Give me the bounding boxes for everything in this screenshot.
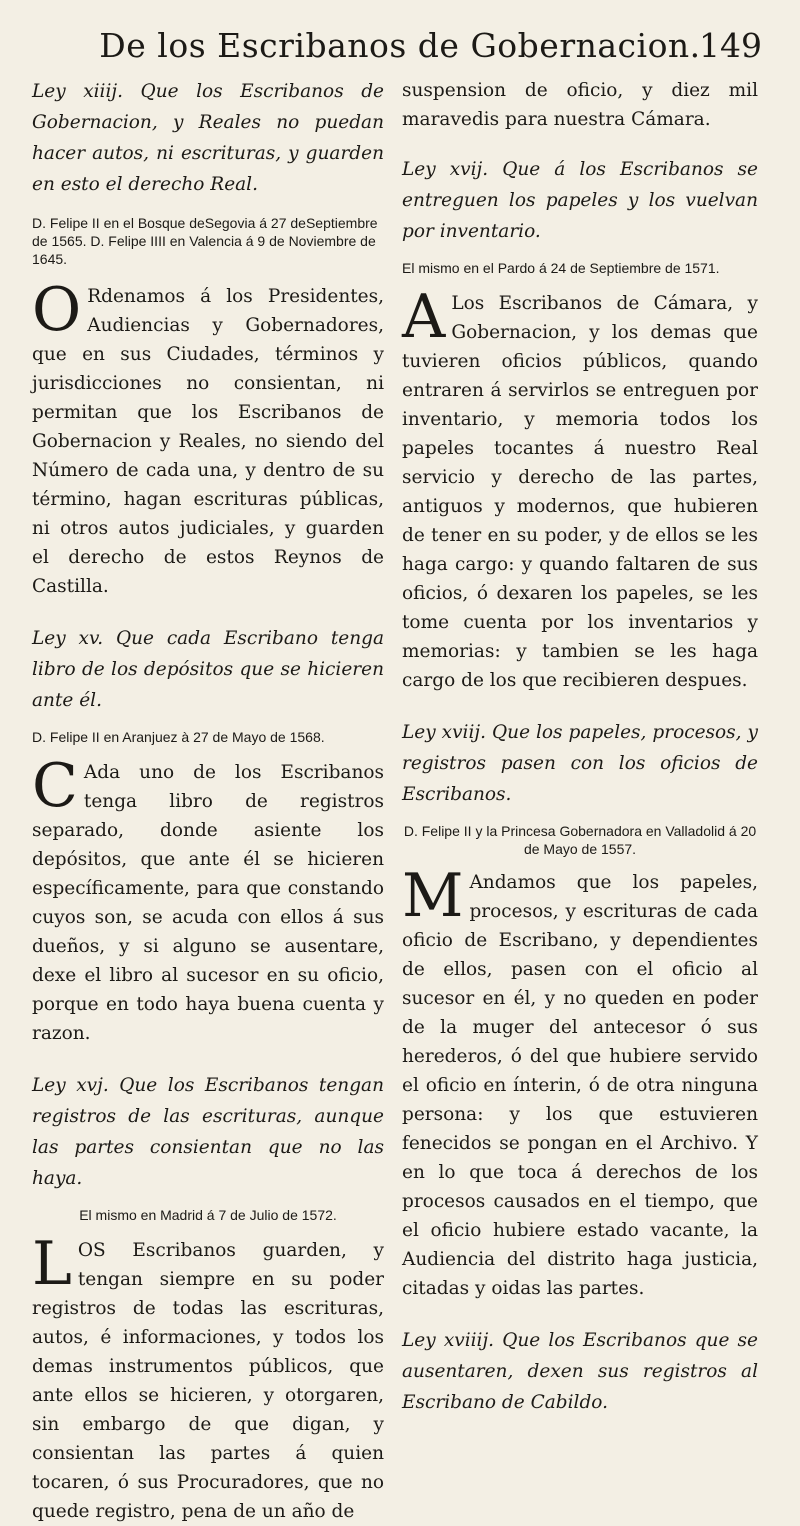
ley-15-title: Ley xv. Que cada Escribano tenga libro de los depósitos que se hicieren ante él. <box>32 628 384 711</box>
left-column <box>32 76 384 1526</box>
right-column <box>402 76 758 1418</box>
ley-17-body: A Los Escribanos de Cámara, y Gobernacion, y los demas que tuvieren oficios públicos, quando entraren á servirlos se entreguen por inventario, y memoria todos los papeles tocantes á nuestro Real servicio y derecho de las partes, antiguos y modernos, que hubieren de tener en su poder, y de ellos se les haga cargo: y quando faltaren de sus oficios, ó dexaren los papeles, se les tome cuenta por los inventarios y memorias: y tambien se les haga cargo de los que recibieren despues. <box>402 282 758 691</box>
drop-cap: M <box>402 861 464 931</box>
ley-16-source: El mismo en Madrid á 7 de Julio de 1572. <box>79 1207 337 1223</box>
ley-14-source: D. Felipe II en el Bosque deSegovia á 27 deSeptiembre de 1565. D. Felipe IIII en Valencia á 9 de Noviembre de 1645. <box>32 215 378 267</box>
ley-15-source: D. Felipe II en Aranjuez à 27 de Mayo de 1568. <box>32 729 325 745</box>
drop-cap: O <box>32 275 82 345</box>
drop-cap: C <box>32 751 78 821</box>
drop-cap: A <box>402 282 446 352</box>
ley-18-title: Ley xviij. Que los papeles, procesos, y registros pasen con los oficios de Escribanos. <box>402 722 758 805</box>
ley-17-title: Ley xvij. Que á los Escribanos se entreguen los papeles y los vuelvan por inventario. <box>402 159 758 242</box>
ley-16-title: Ley xvj. Que los Escribanos tengan registros de las escrituras, aunque las partes consientan que no las haya. <box>32 1075 384 1189</box>
ley-16-body: LOS Escribanos guarden, y tengan siempre en su poder registros de todas las escrituras, autos, é informaciones, y todos los demas instrumentos públicos, que ante ellos se hicieren, y otorgaren, sin embargo de que digan, y consientan las partes á quien tocaren, ó sus Procuradores, que no quede registro, pena de un año de <box>32 1229 384 1522</box>
page-header <box>0 26 800 76</box>
page-number: 149 <box>699 26 762 65</box>
ley-18-body: M Andamos que los papeles, procesos, y escrituras de cada oficio de Escribano, y dependientes de ellos, pasen con el oficio al sucesor en él, y no queden en poder de la muger del antecesor ó sus herederos, ó del que hubiere servido el oficio en ínterin, ó de otra ninguna persona: y los que estuvieren fenecidos se pongan en el Archivo. Y en lo que toca á derechos de los procesos causados en el tiempo, que el oficio hubiere estado vacante, la Audiencia del distrito haga justicia, citadas y oidas las partes. <box>402 861 758 1299</box>
running-title: De los Escribanos de Gobernacion. <box>99 26 701 65</box>
ley-15-body: C Ada uno de los Escribanos tenga libro de registros separado, donde asiente los depósitos, que ante él se hicieren específicamente, para que constando cuyos son, se acuda con ellos á sus dueños, y si alguno se ausentare, dexe el libro al sucesor en su oficio, porque en todo haya buena cuenta y razon. <box>32 751 384 1044</box>
drop-cap: L <box>32 1229 72 1299</box>
ley-14-body: O Rdenamos á los Presidentes, Audiencias y Gobernadores, que en sus Ciudades, términos y jurisdicciones no consientan, ni permitan que los Escribanos de Gobernacion y Reales, no siendo del Número de cada una, y dentro de su término, hagan escrituras públicas, ni otros autos judiciales, y guarden el derecho de estos Reynos de Castilla. <box>32 275 384 597</box>
ley-18-source: D. Felipe II y la Princesa Gobernadora en Valladolid á 20 de Mayo de 1557. <box>403 823 757 857</box>
ley-14-title: Ley xiiij. Que los Escribanos de Gobernacion, y Reales no puedan hacer autos, ni escrituras, y guarden en esto el derecho Real. <box>32 81 384 195</box>
ley-19-title: Ley xviiij. Que los Escribanos que se ausentaren, dexen sus registros al Escribano de Cabildo. <box>402 1330 758 1413</box>
ley-17-source: El mismo en el Pardo á 24 de Septiembre de 1571. <box>402 260 720 276</box>
ley-16-continuation: suspension de oficio, y diez mil maravedis para nuestra Cámara. <box>402 80 758 130</box>
